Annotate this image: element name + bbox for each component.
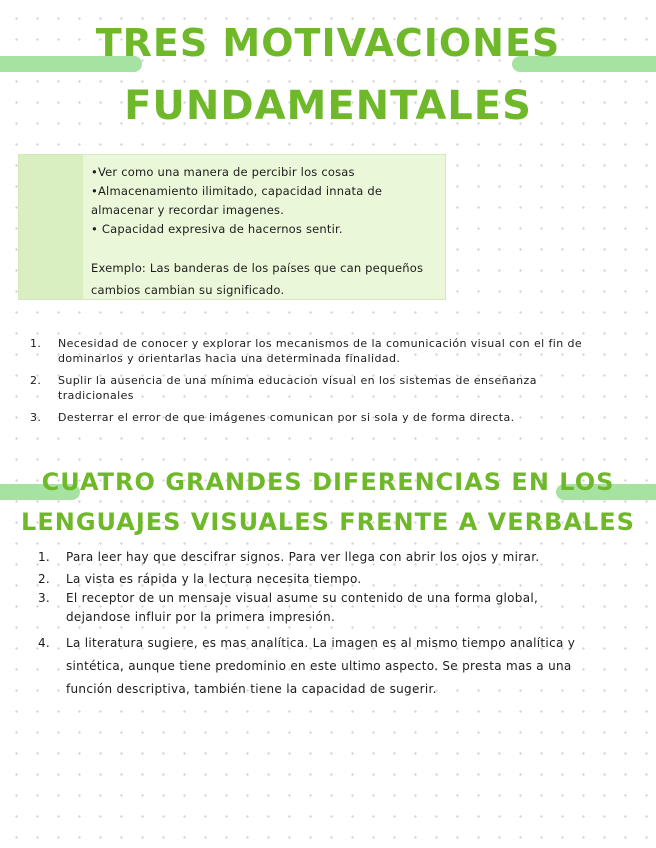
- info-item: • Capacidad expresiva de hacernos sentir.: [91, 222, 343, 236]
- list-text: La literatura sugiere, es mas analítica. La imagen es al mismo tiempo analítica y sintética, aunque tiene predominio en este ultimo aspecto. Se presta mas a una función descriptiva, también tiene la capacidad de sugerir.: [66, 636, 576, 696]
- list-text: Suplir la ausencia de una mínima educacion visual en los sistemas de enseñanza tradicionales: [58, 374, 537, 402]
- list-text: Necesidad de conocer y explorar los mecanismos de la comunicación visual con el fin de dominarlos y orientarlas hacia una determinada finalidad.: [58, 337, 583, 365]
- list-text: La vista es rápida y la lectura necesita tiempo.: [66, 572, 362, 586]
- list-number: 1.: [30, 337, 42, 350]
- list-text: Desterrar el error de que imágenes comunican por si sola y de forma directa.: [58, 411, 515, 424]
- section1-title-line2: FUNDAMENTALES: [124, 83, 532, 129]
- list-item: [30, 373, 612, 403]
- list-number: 2.: [38, 572, 51, 586]
- info-box-text: [91, 163, 441, 301]
- info-item: •Ver como una manera de percibir los cosas: [91, 165, 355, 179]
- info-item: •Almacenamiento ilimitado, capacidad innata de almacenar y recordar imagenes.: [91, 184, 383, 217]
- info-box-stripe: [19, 155, 83, 299]
- section2-title-line2: LENGUAJES VISUALES FRENTE A VERBALES: [21, 508, 635, 536]
- info-example: Exemplo: Las banderas de los países que can pequeños cambios cambian su significado.: [91, 261, 424, 297]
- list-text: Para leer hay que descifrar signos. Para ver llega con abrir los ojos y mirar.: [66, 550, 540, 564]
- section2-title-line1: CUATRO GRANDES DIFERENCIAS EN LOS: [41, 468, 615, 496]
- list-item: [30, 410, 612, 425]
- list-number: 4.: [38, 636, 51, 650]
- list-number: 2.: [30, 374, 42, 387]
- section1-title-line1: TRES MOTIVACIONES: [95, 21, 561, 65]
- list-item: [38, 570, 590, 589]
- list-number: 1.: [38, 550, 51, 564]
- motivations-list: [30, 336, 612, 425]
- list-number: 3.: [38, 591, 51, 605]
- list-number: 3.: [30, 411, 42, 424]
- list-item: [30, 336, 612, 366]
- info-box: [18, 154, 446, 300]
- differences-list: [38, 548, 590, 701]
- list-text: El receptor de un mensaje visual asume su contenido de una forma global, dejandose influir por la primera impresión.: [66, 591, 539, 624]
- list-item: [38, 632, 590, 701]
- list-item: [38, 589, 590, 627]
- list-item: [38, 548, 590, 567]
